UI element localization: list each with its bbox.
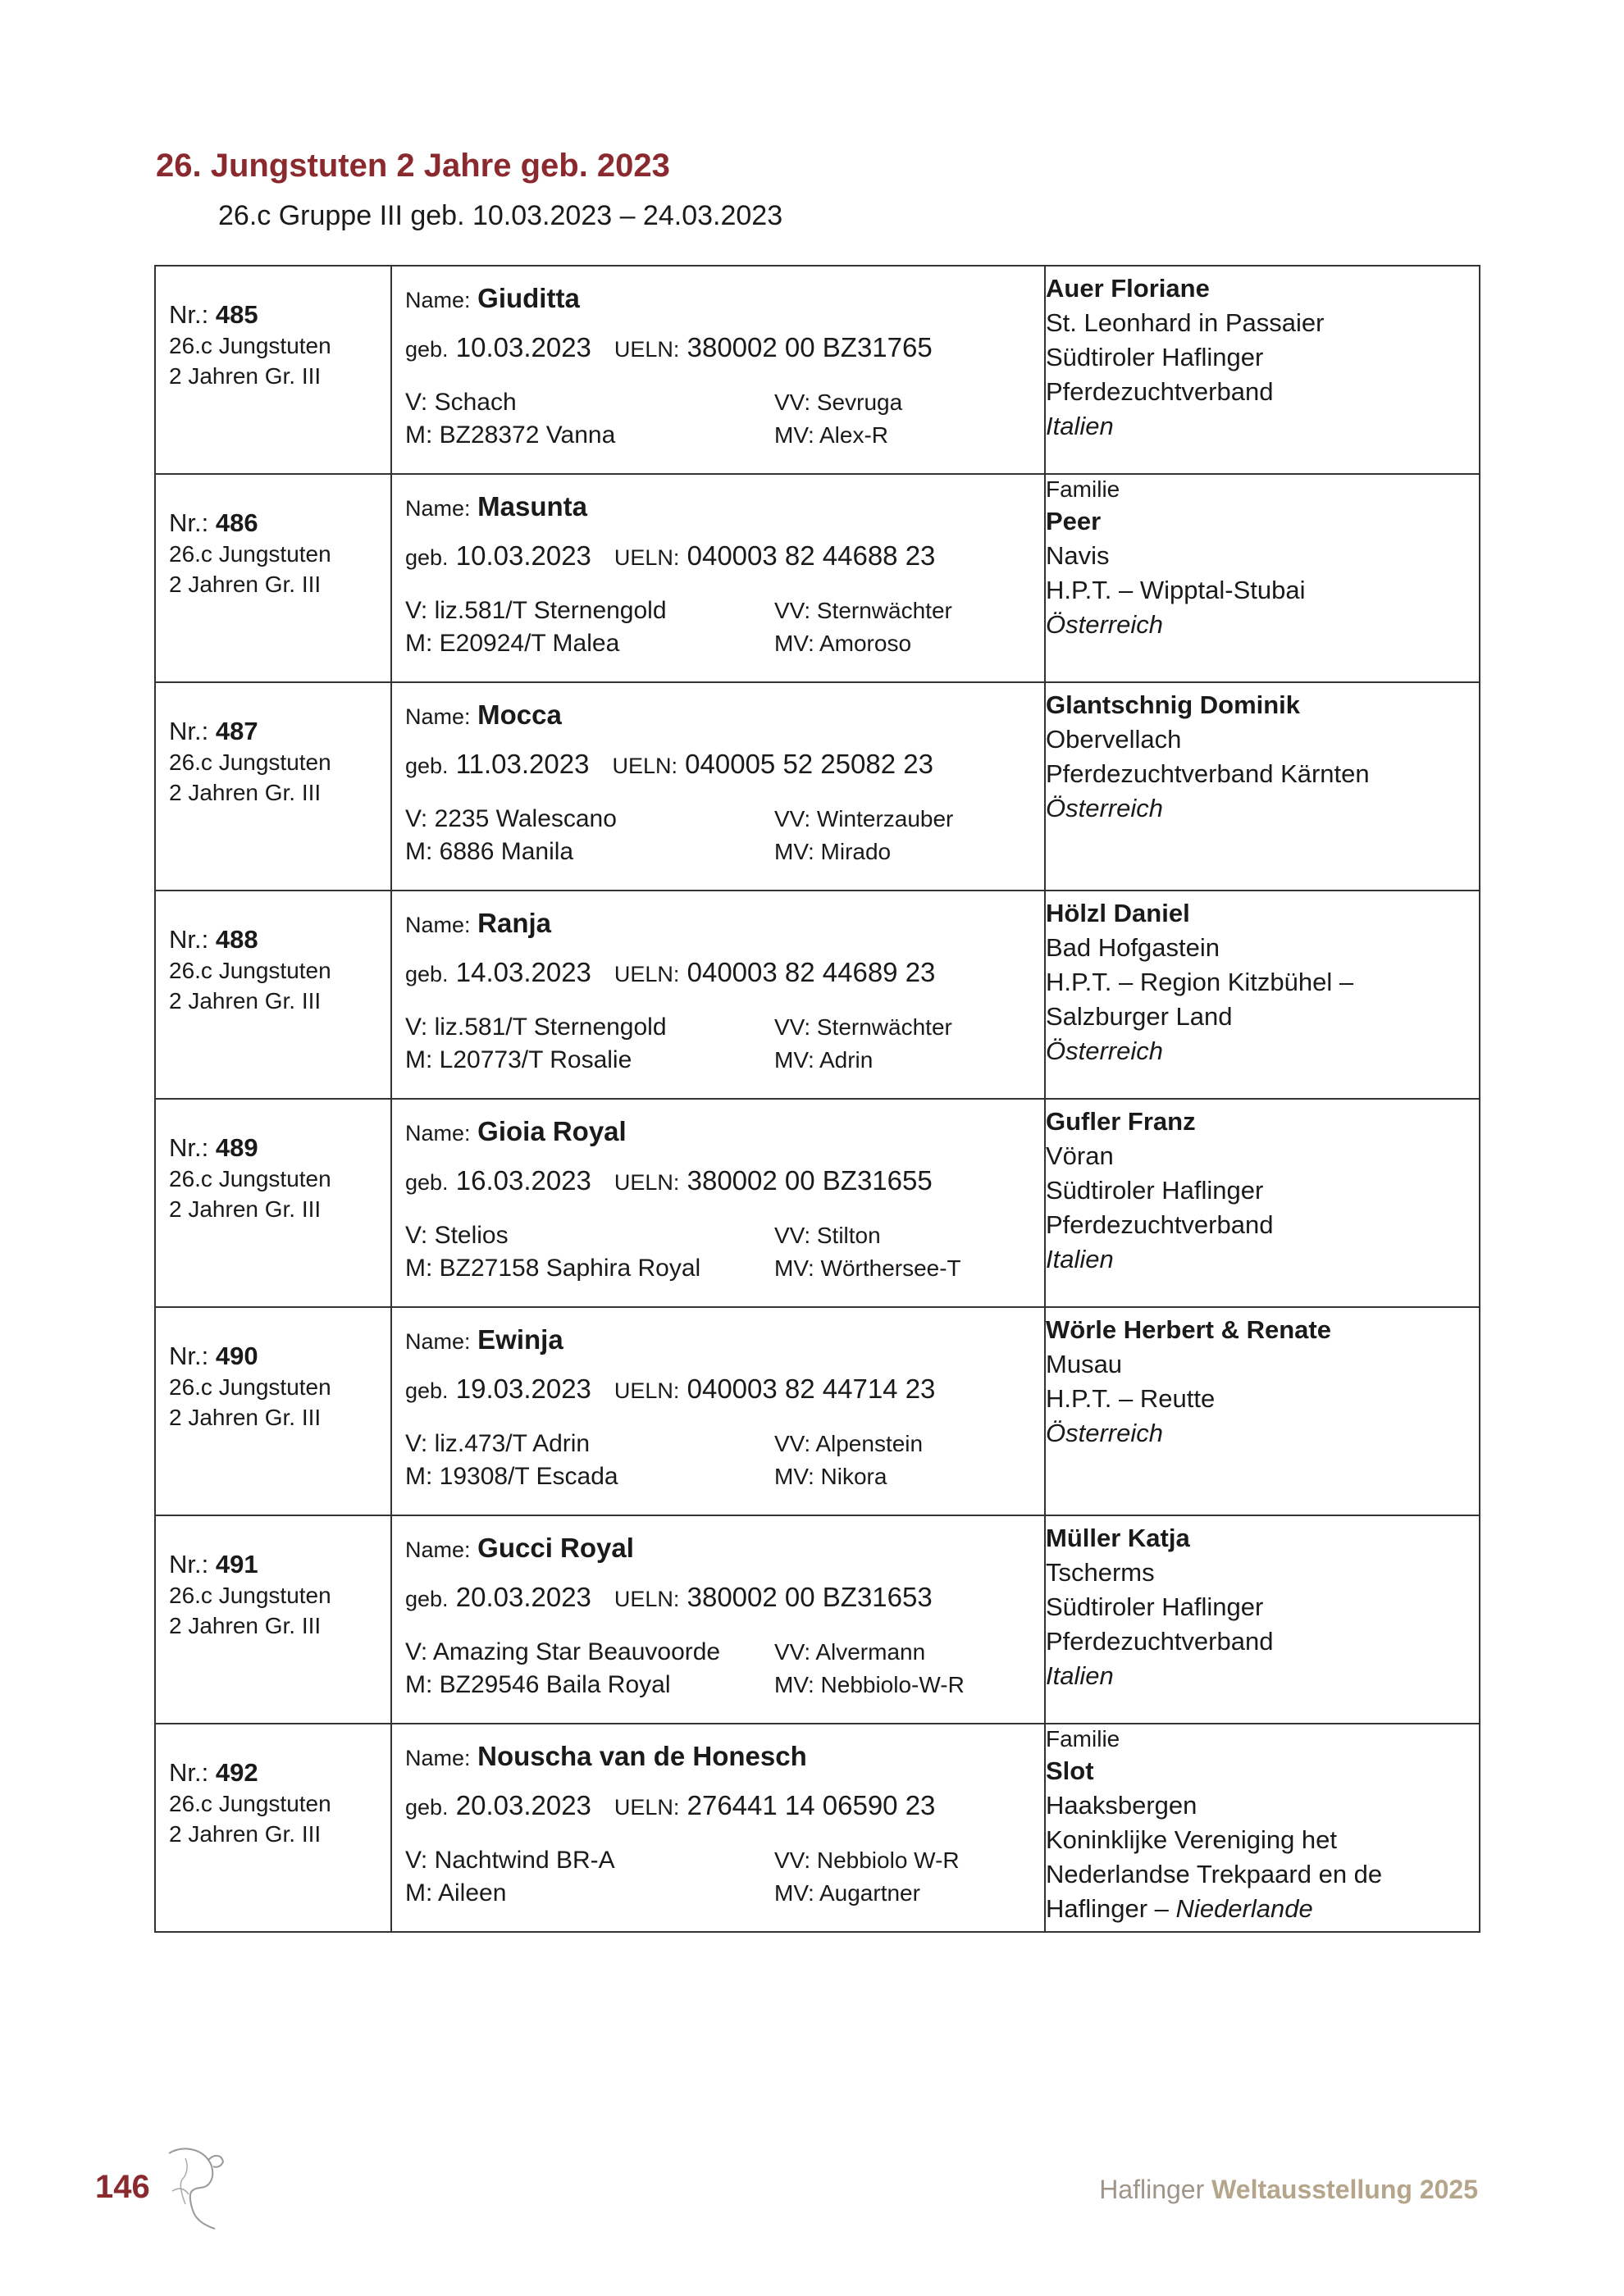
- owner-prefix: Familie: [1046, 476, 1120, 502]
- class-line-1: 26.c Jungstuten: [169, 1166, 331, 1191]
- nr-label: Nr.:: [169, 1342, 209, 1370]
- born-label: geb.: [405, 962, 449, 986]
- class-line-2: 2 Jahren Gr. III: [169, 572, 322, 597]
- owner-name: Gufler Franz: [1046, 1107, 1196, 1136]
- owner-address-line: Haflinger – Niederlande: [1046, 1894, 1313, 1923]
- page-title: 26. Jungstuten 2 Jahre geb. 2023: [156, 148, 670, 184]
- nr-value: 490: [215, 1342, 258, 1370]
- sire-of-dam: MV: Wörthersee-T: [774, 1255, 961, 1281]
- owner-address-line: Bad Hofgastein: [1046, 933, 1220, 962]
- born-label: geb.: [405, 1795, 449, 1820]
- owner-cell: [1045, 891, 1480, 1099]
- entries-table: [154, 265, 1480, 1933]
- horse-name: Masunta: [477, 491, 588, 522]
- ueln-label: UELN:: [614, 545, 680, 570]
- ueln-label: UELN:: [612, 754, 677, 778]
- birth-line: [405, 745, 1031, 785]
- name-label: Name:: [405, 913, 471, 937]
- entry-number-cell: [155, 266, 391, 474]
- sire: V: Stelios: [405, 1222, 509, 1249]
- footer-brand-prefix: Haflinger: [1099, 2175, 1205, 2204]
- horse-cell: [391, 682, 1045, 891]
- ueln-value: 040003 82 44714 23: [687, 1374, 936, 1404]
- class-line-2: 2 Jahren Gr. III: [169, 988, 322, 1014]
- owner-address-line: Pferdezuchtverband: [1046, 1627, 1274, 1656]
- horse-cell: [391, 891, 1045, 1099]
- class-line-1: 26.c Jungstuten: [169, 958, 331, 983]
- birth-line: [405, 1370, 1031, 1410]
- sire-of-dam: MV: Alex-R: [774, 422, 888, 448]
- entry-number: [169, 1549, 377, 1580]
- pedigree: [405, 594, 1031, 660]
- dam: M: Aileen: [405, 1879, 507, 1906]
- horse-name-line: [405, 1529, 1031, 1569]
- ueln-value: 380002 00 BZ31653: [687, 1582, 933, 1612]
- sire-of-dam: MV: Amoroso: [774, 631, 912, 656]
- ueln-label: UELN:: [614, 1795, 680, 1820]
- owner-address-line: Südtiroler Haflinger: [1046, 1592, 1264, 1621]
- nr-label: Nr.:: [169, 300, 209, 329]
- ueln-value: 380002 00 BZ31655: [687, 1165, 933, 1196]
- horse-cell: [391, 474, 1045, 682]
- birth-date: 11.03.2023: [455, 749, 590, 779]
- nr-label: Nr.:: [169, 508, 209, 537]
- sire-of-sire: VV: Alpenstein: [774, 1431, 924, 1456]
- owner-cell: [1045, 266, 1480, 474]
- horse-name: Ranja: [477, 908, 552, 938]
- sire-of-sire: VV: Alvermann: [774, 1639, 926, 1665]
- class-line-2: 2 Jahren Gr. III: [169, 1613, 322, 1638]
- horse-name: Nouscha van de Honesch: [477, 1741, 807, 1771]
- class-line-2: 2 Jahren Gr. III: [169, 780, 322, 805]
- name-label: Name:: [405, 288, 471, 312]
- entry-number: [169, 299, 377, 330]
- pedigree: [405, 1636, 1031, 1702]
- entry-number-cell: [155, 891, 391, 1099]
- dam: M: 19308/T Escada: [405, 1463, 618, 1490]
- nr-label: Nr.:: [169, 1550, 209, 1578]
- entry-number: [169, 716, 377, 747]
- class-line-2: 2 Jahren Gr. III: [169, 1196, 322, 1222]
- owner-address: [1046, 539, 1479, 608]
- pedigree: [405, 386, 1031, 452]
- owner-address-line: Pferdezuchtverband: [1046, 1210, 1274, 1239]
- entries-body: [155, 266, 1480, 1932]
- horse-cell: [391, 266, 1045, 474]
- entry-number-cell: [155, 474, 391, 682]
- owner-address: [1046, 931, 1479, 1034]
- owner-address-line: Südtiroler Haflinger: [1046, 1176, 1264, 1205]
- table-row: [155, 266, 1480, 474]
- owner-cell: [1045, 474, 1480, 682]
- owner-address: [1046, 722, 1479, 791]
- owner-address-line: Koninklijke Vereniging het: [1046, 1825, 1338, 1854]
- owner-address-line: Pferdezuchtverband: [1046, 377, 1274, 406]
- owner-country: Österreich: [1046, 1036, 1163, 1065]
- owner-address-line: Navis: [1046, 541, 1110, 570]
- owner-name: Müller Katja: [1046, 1524, 1190, 1552]
- table-row: [155, 682, 1480, 891]
- horse-head-icon: [161, 2142, 230, 2232]
- nr-label: Nr.:: [169, 1133, 209, 1162]
- horse-cell: [391, 1724, 1045, 1932]
- page-number: 146: [95, 2169, 150, 2205]
- owner-name: Wörle Herbert & Renate: [1046, 1315, 1331, 1344]
- nr-value: 492: [215, 1758, 258, 1787]
- nr-value: 491: [215, 1550, 258, 1578]
- owner-prefix: Familie: [1046, 1726, 1120, 1752]
- table-row: [155, 1515, 1480, 1724]
- owner-address: [1046, 1347, 1479, 1416]
- footer-brand-title: Weltausstellung 2025: [1211, 2175, 1478, 2204]
- owner-address: [1046, 1788, 1479, 1926]
- owner-name: Slot: [1046, 1756, 1094, 1785]
- sire-of-sire: VV: Winterzauber: [774, 806, 954, 831]
- owner-address-line: Nederlandse Trekpaard en de: [1046, 1860, 1383, 1888]
- owner-name: Auer Floriane: [1046, 274, 1210, 303]
- owner-name: Glantschnig Dominik: [1046, 690, 1301, 719]
- dam: M: BZ29546 Baila Royal: [405, 1671, 671, 1698]
- dam: M: BZ27158 Saphira Royal: [405, 1255, 701, 1282]
- entry-number-cell: [155, 1099, 391, 1307]
- table-row: [155, 1099, 1480, 1307]
- entry-number: [169, 1132, 377, 1164]
- page-subtitle: 26.c Gruppe III geb. 10.03.2023 – 24.03.2023: [218, 200, 783, 231]
- owner-cell: [1045, 1724, 1480, 1932]
- owner-country: Österreich: [1046, 610, 1163, 639]
- born-label: geb.: [405, 337, 449, 362]
- name-label: Name:: [405, 1329, 471, 1354]
- table-row: [155, 474, 1480, 682]
- horse-name-line: [405, 488, 1031, 527]
- birth-date: 19.03.2023: [455, 1374, 591, 1404]
- birth-date: 10.03.2023: [455, 540, 591, 571]
- sire: V: liz.581/T Sternengold: [405, 597, 667, 624]
- sire-of-sire: VV: Sternwächter: [774, 598, 952, 623]
- horse-name-line: [405, 1738, 1031, 1777]
- nr-value: 486: [215, 508, 258, 537]
- sire-of-sire: VV: Sevruga: [774, 390, 903, 415]
- horse-cell: [391, 1515, 1045, 1724]
- nr-value: 489: [215, 1133, 258, 1162]
- entry-number: [169, 508, 377, 539]
- owner-address-line: St. Leonhard in Passaier: [1046, 308, 1325, 337]
- class-line-1: 26.c Jungstuten: [169, 1791, 331, 1816]
- owner-address-line: Südtiroler Haflinger: [1046, 343, 1264, 371]
- nr-label: Nr.:: [169, 717, 209, 745]
- pedigree: [405, 1011, 1031, 1077]
- owner-country: Italien: [1046, 1661, 1114, 1690]
- entry-number-cell: [155, 1515, 391, 1724]
- sire-of-sire: VV: Stilton: [774, 1223, 881, 1248]
- horse-cell: [391, 1099, 1045, 1307]
- birth-date: 20.03.2023: [455, 1582, 591, 1612]
- ueln-label: UELN:: [614, 1587, 680, 1611]
- class-line-1: 26.c Jungstuten: [169, 1583, 331, 1608]
- table-row: [155, 891, 1480, 1099]
- owner-name: Peer: [1046, 507, 1102, 535]
- ueln-value: 040005 52 25082 23: [685, 749, 933, 779]
- owner-cell: [1045, 1099, 1480, 1307]
- owner-address: [1046, 306, 1479, 409]
- birth-line: [405, 1162, 1031, 1201]
- ueln-value: 040003 82 44688 23: [687, 540, 936, 571]
- owner-name: Hölzl Daniel: [1046, 899, 1190, 927]
- owner-address-line: Tscherms: [1046, 1558, 1155, 1587]
- nr-value: 488: [215, 925, 258, 954]
- dam: M: BZ28372 Vanna: [405, 421, 616, 449]
- owner-address-line: Musau: [1046, 1350, 1123, 1378]
- pedigree: [405, 803, 1031, 868]
- sire-of-dam: MV: Adrin: [774, 1047, 874, 1073]
- sire-of-dam: MV: Mirado: [774, 839, 892, 864]
- owner-cell: [1045, 682, 1480, 891]
- birth-line: [405, 954, 1031, 993]
- horse-name-line: [405, 1321, 1031, 1360]
- entry-number: [169, 1341, 377, 1372]
- sire-of-dam: MV: Augartner: [774, 1880, 920, 1906]
- nr-label: Nr.:: [169, 925, 209, 954]
- horse-name-line: [405, 904, 1031, 944]
- sire-of-dam: MV: Nikora: [774, 1464, 887, 1489]
- owner-address-line: Salzburger Land: [1046, 1002, 1233, 1031]
- born-label: geb.: [405, 1378, 449, 1403]
- table-row: [155, 1307, 1480, 1515]
- horse-name-line: [405, 280, 1031, 319]
- birth-line: [405, 329, 1031, 368]
- owner-address: [1046, 1139, 1479, 1242]
- horse-name: Ewinja: [477, 1324, 563, 1355]
- birth-date: 20.03.2023: [455, 1790, 591, 1820]
- entry-number-cell: [155, 1307, 391, 1515]
- pedigree: [405, 1219, 1031, 1285]
- class-line-2: 2 Jahren Gr. III: [169, 1821, 322, 1847]
- class-line-1: 26.c Jungstuten: [169, 749, 331, 775]
- owner-country: Österreich: [1046, 794, 1163, 822]
- owner-address-line: Haaksbergen: [1046, 1791, 1197, 1820]
- birth-line: [405, 1578, 1031, 1618]
- ueln-label: UELN:: [614, 1170, 680, 1195]
- class-line-2: 2 Jahren Gr. III: [169, 363, 322, 389]
- birth-line: [405, 537, 1031, 576]
- owner-address: [1046, 1556, 1479, 1659]
- sire-of-sire: VV: Sternwächter: [774, 1014, 952, 1040]
- ueln-value: 040003 82 44689 23: [687, 957, 936, 987]
- entry-number: [169, 1757, 377, 1788]
- horse-name: Gioia Royal: [477, 1116, 627, 1146]
- nr-label: Nr.:: [169, 1758, 209, 1787]
- sire: V: Schach: [405, 389, 517, 416]
- owner-country: Österreich: [1046, 1419, 1163, 1447]
- owner-country: Italien: [1046, 412, 1114, 440]
- table-row: [155, 1724, 1480, 1932]
- horse-name-line: [405, 1113, 1031, 1152]
- ueln-label: UELN:: [614, 962, 680, 986]
- born-label: geb.: [405, 545, 449, 570]
- sire-of-sire: VV: Nebbiolo W-R: [774, 1847, 960, 1873]
- class-line-1: 26.c Jungstuten: [169, 333, 331, 358]
- entry-number: [169, 924, 377, 955]
- ueln-label: UELN:: [614, 337, 680, 362]
- sire: V: Amazing Star Beauvoorde: [405, 1638, 721, 1665]
- horse-name: Mocca: [477, 699, 562, 730]
- ueln-label: UELN:: [614, 1378, 680, 1403]
- owner-cell: [1045, 1307, 1480, 1515]
- horse-name: Gucci Royal: [477, 1533, 634, 1563]
- entry-number-cell: [155, 1724, 391, 1932]
- owner-address-line: Pferdezuchtverband Kärnten: [1046, 759, 1370, 788]
- sire-of-dam: MV: Nebbiolo-W-R: [774, 1672, 965, 1697]
- born-label: geb.: [405, 1170, 449, 1195]
- dam: M: 6886 Manila: [405, 838, 574, 865]
- name-label: Name:: [405, 1538, 471, 1562]
- name-label: Name:: [405, 1121, 471, 1146]
- horse-name-line: [405, 696, 1031, 736]
- born-label: geb.: [405, 1587, 449, 1611]
- footer-brand: [1099, 2175, 1478, 2205]
- born-label: geb.: [405, 754, 449, 778]
- sire: V: Nachtwind BR-A: [405, 1847, 615, 1874]
- owner-address-line: H.P.T. – Reutte: [1046, 1384, 1216, 1413]
- name-label: Name:: [405, 1746, 471, 1770]
- nr-value: 487: [215, 717, 258, 745]
- name-label: Name:: [405, 496, 471, 521]
- owner-cell: [1045, 1515, 1480, 1724]
- pedigree: [405, 1428, 1031, 1493]
- birth-date: 10.03.2023: [455, 332, 591, 362]
- birth-line: [405, 1787, 1031, 1826]
- class-line-1: 26.c Jungstuten: [169, 1374, 331, 1400]
- dam: M: E20924/T Malea: [405, 630, 620, 657]
- pedigree: [405, 1844, 1031, 1910]
- owner-address-line: Vöran: [1046, 1141, 1114, 1170]
- class-line-2: 2 Jahren Gr. III: [169, 1405, 322, 1430]
- horse-cell: [391, 1307, 1045, 1515]
- owner-country-inline: Niederlande: [1175, 1894, 1313, 1923]
- sire: V: liz.473/T Adrin: [405, 1430, 591, 1457]
- sire: V: liz.581/T Sternengold: [405, 1014, 667, 1041]
- owner-address-line: H.P.T. – Region Kitzbühel –: [1046, 968, 1354, 996]
- owner-address-line: H.P.T. – Wipptal-Stubai: [1046, 576, 1306, 604]
- birth-date: 14.03.2023: [455, 957, 591, 987]
- dam: M: L20773/T Rosalie: [405, 1046, 632, 1073]
- ueln-value: 380002 00 BZ31765: [687, 332, 933, 362]
- class-line-1: 26.c Jungstuten: [169, 541, 331, 567]
- nr-value: 485: [215, 300, 258, 329]
- birth-date: 16.03.2023: [455, 1165, 591, 1196]
- sire: V: 2235 Walescano: [405, 805, 617, 832]
- name-label: Name:: [405, 704, 471, 729]
- owner-country: Italien: [1046, 1245, 1114, 1273]
- entry-number-cell: [155, 682, 391, 891]
- ueln-value: 276441 14 06590 23: [687, 1790, 936, 1820]
- owner-address-line: Obervellach: [1046, 725, 1182, 754]
- horse-name: Giuditta: [477, 283, 580, 313]
